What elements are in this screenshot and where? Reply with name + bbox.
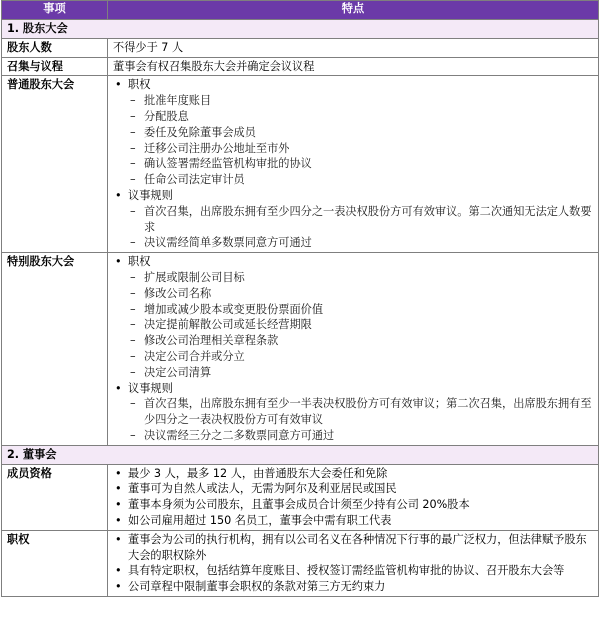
section-title: 2. 董事会 [2, 445, 599, 464]
list-item: – 决议需经简单多数票同意方可通过 [113, 235, 593, 251]
table-row [2, 57, 599, 76]
section-row-board [2, 445, 599, 464]
list-item: – 修改公司治理相关章程条款 [113, 333, 593, 349]
row-value: 不得少于 7 人 [108, 38, 599, 57]
row-key: 普通股东大会 [2, 76, 108, 253]
list-item: – 批准年度账目 [113, 93, 593, 109]
table-row [2, 530, 599, 596]
list-item: – 迁移公司注册办公地址至市外 [113, 141, 593, 157]
list-item: – 决定提前解散公司或延长经营期限 [113, 317, 593, 333]
list-item: • 董事可为自然人或法人，无需为阿尔及利亚居民或国民 [113, 481, 593, 497]
table-row [2, 38, 599, 57]
list-item: – 首次召集，出席股东拥有至少一半表决权股份方可有效审议；第二次召集，出席股东拥有至少四分之一表决权股份方可有效审议 [113, 396, 593, 428]
section-title: 1. 股东大会 [2, 20, 599, 39]
section-row-shareholders-meeting [2, 20, 599, 39]
row-key: 股东人数 [2, 38, 108, 57]
row-key: 召集与议程 [2, 57, 108, 76]
table-header-row [2, 1, 599, 20]
row-value: 董事会有权召集股东大会并确定会议议程 [108, 57, 599, 76]
header-features: 特点 [108, 1, 599, 20]
list-item: – 决议需经三分之二多数票同意方可通过 [113, 428, 593, 444]
list-item: – 决定公司合并或分立 [113, 349, 593, 365]
header-item: 事项 [2, 1, 108, 20]
list-item: • 董事会为公司的执行机构，拥有以公司名义在各种情况下行事的最广泛权力，但法律赋予股东大会的职权除外 [113, 532, 593, 564]
row-value [108, 464, 599, 530]
list-item: • 最少 3 人，最多 12 人，由普通股东大会委任和免除 [113, 466, 593, 482]
list-item: – 分配股息 [113, 109, 593, 125]
list-item: – 委任及免除董事会成员 [113, 125, 593, 141]
row-key: 特别股东大会 [2, 253, 108, 446]
list-item: • 职权 [113, 254, 593, 270]
list-item: • 具有特定职权，包括结算年度账目、授权签订需经监管机构审批的协议、召开股东大会等 [113, 563, 593, 579]
table-row [2, 76, 599, 253]
row-key: 职权 [2, 530, 108, 596]
table-row [2, 253, 599, 446]
list-item: • 如公司雇用超过 150 名员工，董事会中需有职工代表 [113, 513, 593, 529]
list-item: – 确认签署需经监管机构审批的协议 [113, 156, 593, 172]
list-item: – 增加或减少股本或变更股份票面价值 [113, 302, 593, 318]
list-item: • 议事规则 [113, 188, 593, 204]
list-item: – 扩展或限制公司目标 [113, 270, 593, 286]
list-item: – 首次召集，出席股东拥有至少四分之一表决权股份方可有效审议。第二次通知无法定人数要求 [113, 204, 593, 236]
list-item: – 决定公司清算 [113, 365, 593, 381]
row-key: 成员资格 [2, 464, 108, 530]
table-row [2, 464, 599, 530]
row-value [108, 530, 599, 596]
list-item: – 任命公司法定审计员 [113, 172, 593, 188]
row-value [108, 253, 599, 446]
list-item: • 董事本身须为公司股东，且董事会成员合计须至少持有公司 20%股本 [113, 497, 593, 513]
list-item: • 职权 [113, 77, 593, 93]
company-governance-table [1, 0, 599, 597]
list-item: – 修改公司名称 [113, 286, 593, 302]
list-item: • 议事规则 [113, 381, 593, 397]
row-value [108, 76, 599, 253]
list-item: • 公司章程中限制董事会职权的条款对第三方无约束力 [113, 579, 593, 595]
